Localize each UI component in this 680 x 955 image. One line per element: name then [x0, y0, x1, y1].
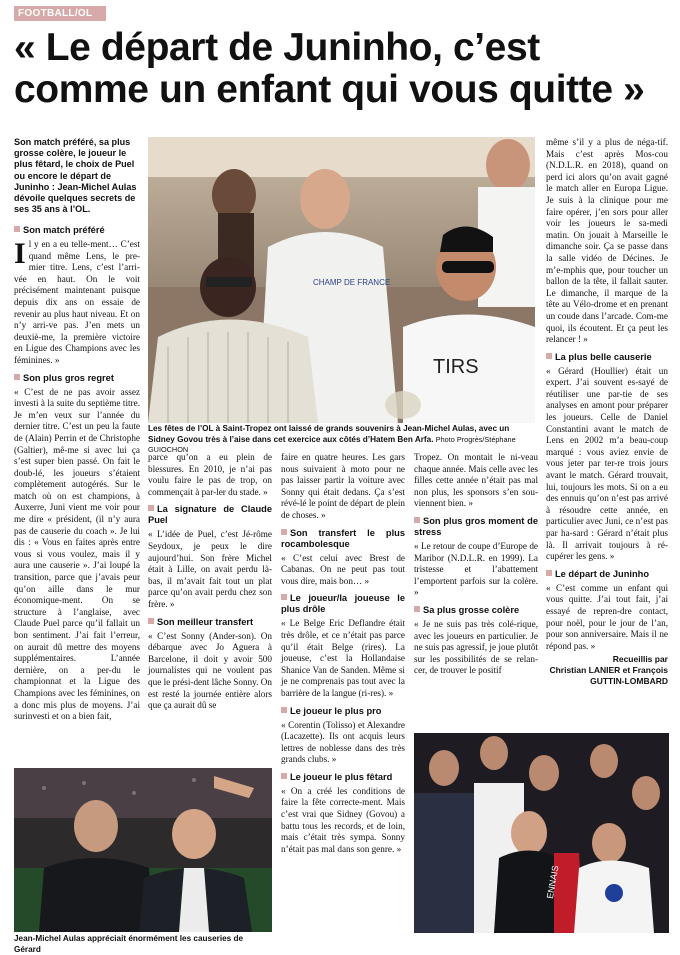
byline: Recueillis par Christian LANIER et François GUTTIN-LOMBARD [549, 654, 668, 687]
column-5 [546, 137, 668, 687]
paragraph-causerie: « Gérard (Houllier) était un expert. J’ai souvent es-sayé de réutiliser une par-tie de ses analyses en amont pour préparer les joueurs. Celle de Daniel Constantini avant le match de Lens en 2002 m’a beau-coup marqué : vous aviez envie de vous jeter par ter-re trois jours avant le match. Gérard trouvait, lui, toujours les mots. Si on a eu des ennuis qu’on n’est pas arrivé à résoudre cette année, en particulier avec Juni, ce n’est pas par ha-sard : Gérard n’était plus là. Il arrivait toujours à ré-cupérer les gens. » [546, 365, 668, 562]
column-3 [281, 452, 405, 857]
subhead-moment: Son plus gros moment de stress [414, 515, 538, 537]
bullet-square-icon [281, 707, 287, 713]
paragraph-juninho: « C’est comme un enfant qui vous quitte. J’ai tout fait, j’ai essayé de repren-dre contact, pour noël, pour le jour de l’an, pour son anniversaire. Mais il ne répond pas. » [546, 582, 668, 651]
bottom-left-photo [14, 768, 272, 932]
bullet-square-icon [546, 353, 552, 359]
subhead-causerie: La plus belle causerie [546, 352, 668, 363]
subhead-juninho: Le départ de Juninho [546, 569, 668, 580]
subhead-match: Son match préféré [14, 225, 140, 236]
column-4 [414, 452, 538, 679]
bullet-square-icon [414, 517, 420, 523]
bullet-square-icon [148, 505, 154, 511]
bullet-square-icon [14, 226, 20, 232]
bottom-left-caption: Jean-Michel Aulas appréciait énormément les causeries de Gérard [14, 934, 244, 954]
subhead-regret: Son plus gros regret [14, 373, 140, 384]
lead-paragraph: Son match préféré, sa plus grosse colère, le joueur le plus fêtard, le choix de Puel ou encore le départ de Juninho : Jean-Michel Aulas dévoile quelques secrets de ses 35 ans à l’OL. [14, 137, 137, 215]
paragraph-fetard-cont: Tropez. On montait le ni-veau chaque année. Mais celle avec les filles cette année n’était pas mal non plus, les sponsors s’en sou-viennent bien. » [414, 452, 538, 509]
paragraph-pro: « Corentin (Tolisso) et Alexandre (Lacazette). Ils ont acquis leurs lettres de noblesse dans des très grands clubs. » [281, 719, 405, 765]
paragraph-fetard: « On a créé les conditions de faire la fête correcte-ment. Mais c’est vrai que Sidney (Govou) a battu tous les records, et de loin, mais c’était très sympa. Sonny n’était pas mal dans son genre. » [281, 785, 405, 854]
main-caption: Les fêtes de l’OL à Saint-Tropez ont laissé de grands souvenirs à Jean-Michel Aulas, avec un Sidney Govou très à l’aise dans cet exercice aux côtés d’Hatem Ben Arfa. Photo Progrès/Stéphane GUIOCHON [148, 424, 516, 454]
paragraph-transfert: « C’est Sonny (Ander-son). On débarque avec Jo Aguera à Barcelone, il doit y avoir 500 journalistes qui ne voulent pas que le prési-dent lâche Sonny. On est resté la journée entière alors que ça aurait dû se [148, 630, 272, 711]
subhead-puel: La signature de Claude Puel [148, 504, 272, 526]
subhead-fetard: Le joueur le plus fêtard [281, 772, 405, 783]
subhead-pro: Le joueur le plus pro [281, 706, 405, 717]
photo-credit: Photo Progrès/Stéphane GUIOCHON [148, 434, 516, 454]
paragraph-moment: « Le retour de coupe d’Europe de Maribor (N.D.L.R. en 1999). La tristesse et l’abattement l’emportent parfois sur la colère. » [414, 540, 538, 598]
bullet-square-icon [546, 570, 552, 576]
bullet-square-icon [414, 606, 420, 612]
shirt-text: CHAMP DE FRANCE [313, 278, 391, 287]
paragraph-regret-cont: parce qu’on a eu plein de blessures. En 2010, je n’ai pas voulu faire le pas de trop, on commençait à par-ler du stade. » [148, 452, 272, 497]
subhead-colere: Sa plus grosse colère [414, 605, 538, 616]
paragraph-drole: « Le Belge Eric Deflandre était très drôle, et ce n’était pas parce qu’il était Belge (rires). La joueuse, c’est la Hollandaise Shanice Van de Sanden. Même si je ne comprenais pas tout avec la barrière de la langue (ri-res). » [281, 618, 405, 698]
bullet-square-icon [148, 618, 154, 624]
subhead-transfert: Son meilleur transfert [148, 617, 272, 628]
paragraph-rocambolesque: « C’est celui avec Brest de Cabanas. On ne peut pas tout vous dire, mais bon… » [281, 552, 405, 586]
column-2 [148, 452, 272, 714]
shirt-benarfa-text: TIRS [433, 356, 479, 378]
column-1 [14, 219, 140, 725]
bullet-square-icon [281, 594, 287, 600]
paragraph-transfert-cont: faire en quatre heures. Les gars nous suivaient à moto pour ne pas laisser partir la voiture avec Sonny qui était dedans. Ça s’est révé-lé le point de départ de plein de choses. » [281, 452, 405, 520]
bullet-square-icon [281, 773, 287, 779]
paragraph-puel: « L’idée de Puel, c’est Jé-rôme Seydoux, je peux le dire aujourd’hui. Son frère Michel était à Lille, on avait perdu là-bas, il m’avait fait tout un plat parce qu’on avait perdu chez son frère. » [148, 529, 272, 609]
paragraph-colere: « Je ne suis pas très colé-rique, avec les joueurs en particulier. Je ne suis pas agressif, je joue plutôt sur les possibilités de se relan-cer, de trouver le positif [414, 618, 538, 676]
scarf-text: ENNAIS [544, 864, 561, 900]
main-photo [148, 137, 535, 423]
bullet-square-icon [281, 529, 287, 535]
bottom-right-photo [414, 733, 669, 933]
subhead-rocambolesque: Son transfert le plus rocambolesque [281, 527, 405, 549]
bullet-square-icon [14, 374, 20, 380]
rubric-tag: FOOTBALL/OL [14, 6, 106, 21]
headline: « Le départ de Juninho, c’est comme un enfant qui vous quitte » [14, 26, 645, 111]
dropcap: I [14, 237, 26, 270]
paragraph-colere-cont: même s’il y a plus de néga-tif. Mais c’est après Mos-cou (N.D.L.R. en 2018), quand on perd ici alors qu’on avait gagné le match aller en Europa Ligue. Je suis à la clinique pour me faire opérer, j’en sors pour aller voir les joueurs le sa-medi matin. On jouait à Marseille le dimanche soir. Ça se passe dans la salle vidéo de Décines. Je m’e-mphis que, pour toucher un ballon de la tête, il fallait sauter. Le dimanche, il marque de la tête au Vélo-drome et en prenant un coude dans l’arcade. Com-me quoi, ils écoutent. Et ça peut les relancer ! » [546, 137, 668, 345]
paragraph-match: Il y en a eu telle-ment… C’est quand même Lens, le pre-mier titre. Lens, c’est l’arri-vée en haut. On le voit précisément maintenant puisque depuis dix ans on essaie de revenir au plus haut niveau. Et on n’y arri-ve pas. J’en mets un deuxiè-me, la première victoire en Ligue des Champions avec les féminines. » [14, 237, 140, 365]
subhead-drole: Le joueur/la joueuse le plus drôle [281, 593, 405, 615]
paragraph-regret: « C’est de ne pas avoir assez investi à la suite du septième titre. Je m’en veux sur l’année du dernier titre. C’est un peu la faute de (Alain) Perrin et de Christophe (Galtier), mê-me si avec lui ça s’est super bien passé. On fait le doub-lé, les joueurs s’étaient complètement autogérés. Sur le match où on est champions, à Auxerre, Juni vient me voir pour me dire « président, (il n’y aura pas de causerie du coach ». Je lui dis : « Vous en faites après entre vous si vous voulez, mais il y aura une causerie ». J’ai loupé la transition, parce que j’avais peur qu’on aille dans le mur économique-ment. On se structure à l’anglaise, avec Claude Puel parce qu’il fallait un bon sentiment. J’ai fait l’erreur, on aurait dû mettre des moyens supplémentaires. L’année dernière, on a per-du le championnat et la Ligue des Champions avec les féminines, on a donc mis plus de moyens. J’ai surinvesti et on a bien fait, [14, 386, 140, 722]
